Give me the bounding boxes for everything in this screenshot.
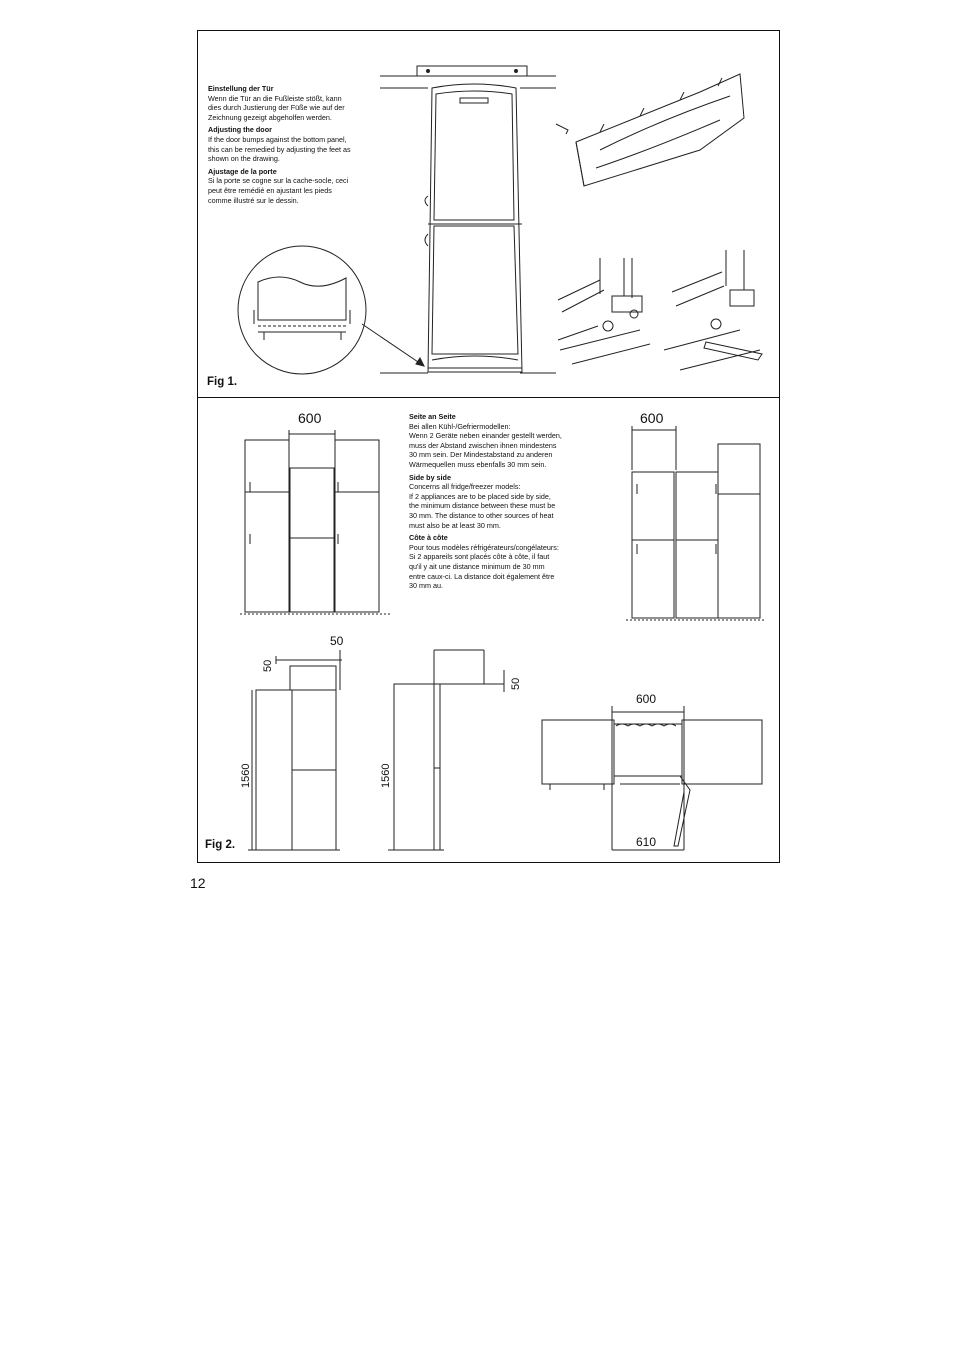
side-view-left-drawing [248, 650, 342, 850]
plinth-panel-drawing [556, 74, 744, 186]
mounting-bracket [417, 66, 527, 76]
dim-top-view-depth: 610 [636, 835, 657, 849]
side-by-side-right-drawing [626, 426, 764, 620]
fig2-body-en: Concerns all fridge/freezer models: If 2 appliances are to be placed side by side, the minimum distance between these must be 30 mm. The distance to other sources of heat must also be at least 30 mm. [409, 482, 556, 530]
side-view-middle-drawing [388, 650, 504, 850]
dim-width-right: 600 [640, 410, 664, 426]
fig2-text-block [409, 412, 629, 594]
fig1-body-fr: Si la porte se cogne sur la cache-socle, ceci peut être remédié en ajustant les pieds comme illustré sur le dessin. [208, 176, 349, 205]
dim-top-view-width: 600 [636, 692, 657, 706]
fig2-heading-fr: Côte à côte [409, 533, 448, 543]
fig1-heading-de: Einstellung der Tür [208, 84, 274, 93]
fig1-heading-fr: Ajustage de la porte [208, 166, 277, 176]
foot-detail-circle [238, 246, 366, 374]
fig2-body-fr: Pour tous modèles réfrigérateurs/congélateurs: Si 2 appareils sont placés côte à côte, il faut qu'il y ait une distance minimum de 30 mm entre caux-ci. La distance doit également être 30 mm au. [409, 542, 559, 591]
fig2-heading-de: Seite an Seite [409, 412, 456, 421]
foot-adjustment-drawing-right [664, 250, 762, 370]
fig1-label: Fig 1. [207, 376, 238, 388]
fig2-heading-en: Side by side [409, 472, 451, 482]
dim-height-left: 1560 [240, 763, 252, 788]
fig1-heading-en: Adjusting the door [208, 125, 272, 135]
dim-side-gap-left: 50 [262, 659, 274, 672]
side-by-side-left-drawing [240, 430, 390, 614]
leader-arrow [362, 324, 424, 366]
page-number: 12 [190, 875, 206, 891]
fig1-body-en: If the door bumps against the bottom panel, this can be remedied by adjusting the feet as shown on the drawing. [208, 134, 351, 164]
dim-side-gap-middle: 50 [510, 677, 522, 690]
fig1-text-block [208, 84, 418, 208]
fridge-front-drawing [425, 84, 522, 372]
dim-top-gap: 50 [330, 634, 344, 648]
foot-adjustment-drawing-left [558, 258, 650, 364]
fig2-body-de: Bei allen Kühl-/Gefriermodellen: Wenn 2 Geräte neben einander gestellt werden, muss der Abstand zwischen ihnen mindestens 30 mm sein. Der Mindestabstand zu anderen Wärmequellen muss ebenfalls 30 mm sein. [409, 421, 562, 469]
fig1-body-de: Wenn die Tür an die Fußleiste stößt, kann dies durch Justierung der Füße wie auf der Zeichnung gezeigt abgeholfen werden. [208, 93, 345, 122]
dim-width-left: 600 [298, 410, 322, 426]
dim-height-middle: 1560 [380, 763, 392, 788]
top-view-drawing [542, 706, 762, 850]
fig2-label: Fig 2. [205, 839, 236, 851]
